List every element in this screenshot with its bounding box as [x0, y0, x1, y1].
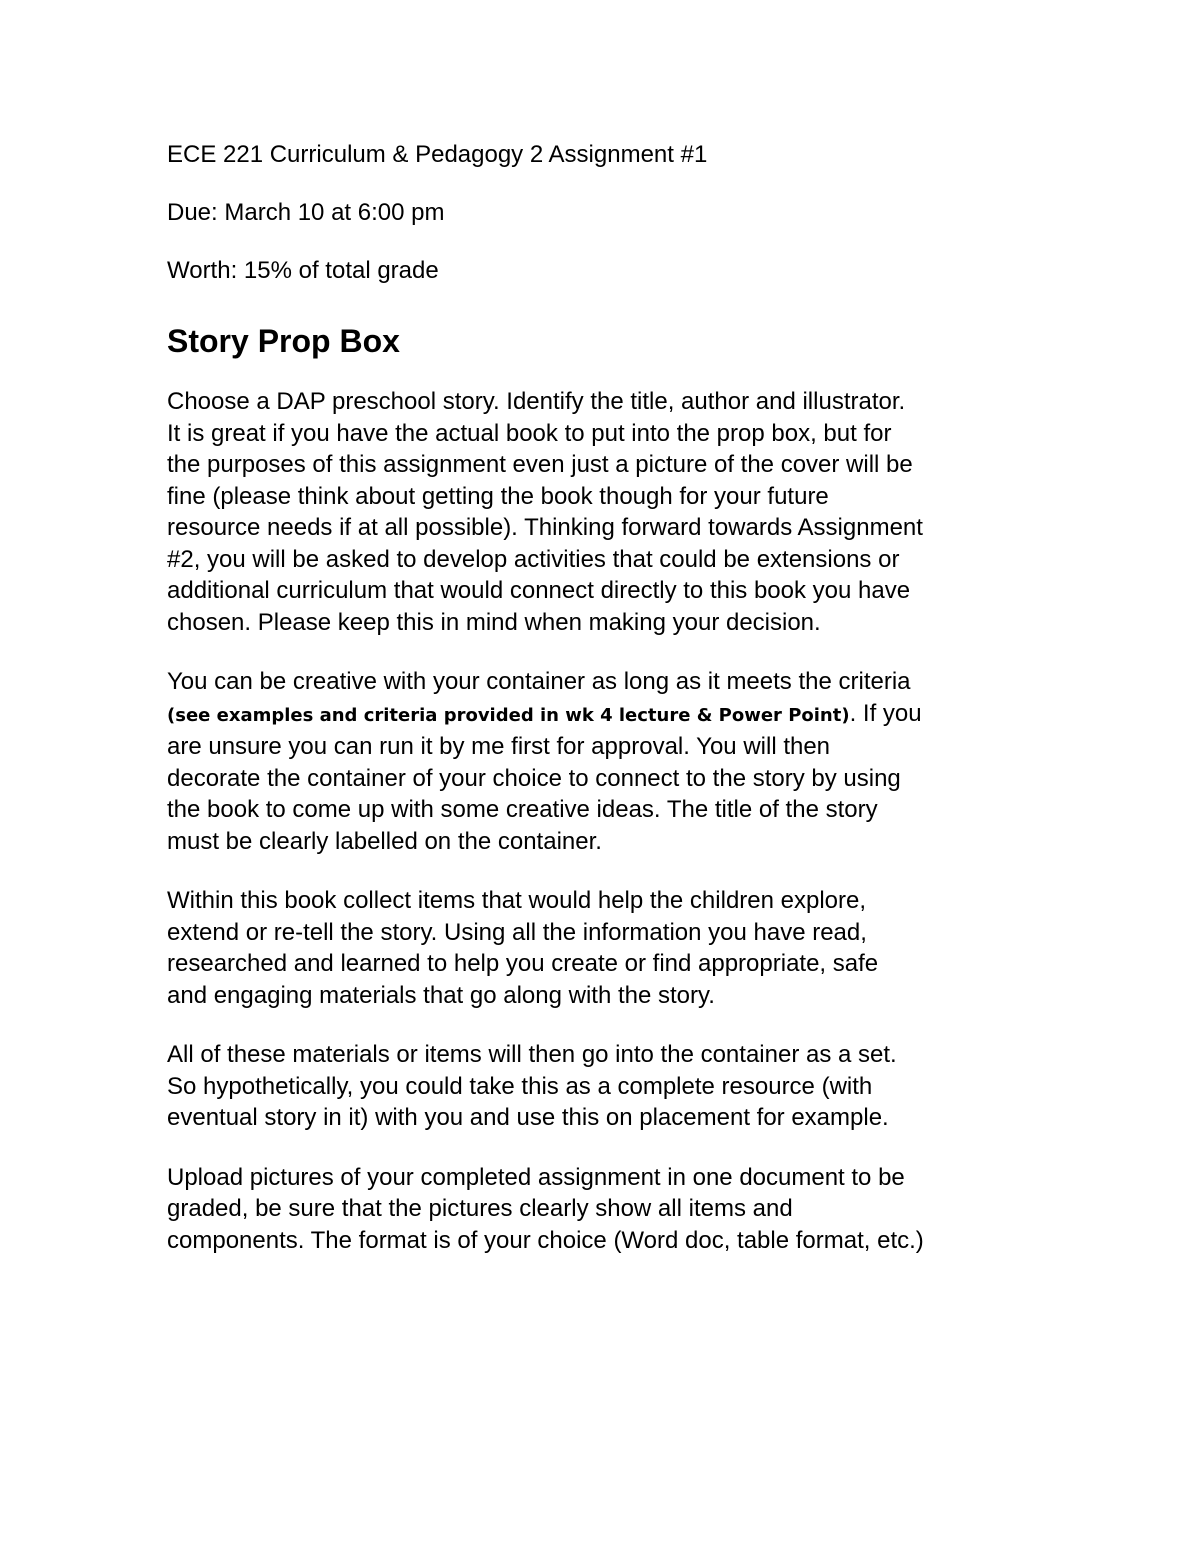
paragraph-line: #2, you will be asked to develop activities that could be extensions or	[167, 545, 900, 573]
document-title: Story Prop Box	[167, 323, 400, 359]
paragraph-line: Upload pictures of your completed assignment in one document to be	[167, 1163, 905, 1191]
paragraph-line: decorate the container of your choice to connect to the story by using	[167, 764, 901, 792]
paragraph-upload	[167, 1162, 1047, 1257]
paragraph-materials-set	[167, 1039, 1047, 1134]
paragraph-line: So hypothetically, you could take this as a complete resource (with	[167, 1072, 873, 1100]
paragraph-choose-story	[167, 386, 1047, 638]
paragraph-line: graded, be sure that the pictures clearly show all items and	[167, 1195, 793, 1222]
paragraph-line: resource needs if at all possible). Thinking forward towards Assignment	[167, 514, 923, 541]
paragraph-line: components. The format is of your choice (Word doc, table format, etc.)	[167, 1226, 924, 1254]
paragraph-line: Choose a DAP preschool story. Identify the title, author and illustrator.	[167, 388, 906, 415]
worth-line: Worth: 15% of total grade	[167, 257, 439, 284]
paragraph-line: extend or re-tell the story. Using all the information you have read,	[167, 918, 867, 946]
paragraph-line-mixed	[167, 698, 1047, 732]
paragraph-line: It is great if you have the actual book to put into the prop box, but for	[167, 419, 892, 447]
document-content	[167, 139, 1047, 1256]
paragraph-container	[167, 666, 1047, 857]
paragraph-line: researched and learned to help you create or find appropriate, safe	[167, 950, 879, 977]
paragraph-line: and engaging materials that go along with the story.	[167, 981, 715, 1009]
paragraph-line: chosen. Please keep this in mind when making your decision.	[167, 608, 821, 636]
due-line: Due: March 10 at 6:00 pm	[167, 199, 445, 226]
paragraph-line: Within this book collect items that would help the children explore,	[167, 887, 867, 914]
paragraph-line: eventual story in it) with you and use this on placement for example.	[167, 1104, 889, 1131]
paragraph-line: are unsure you can run it by me first for approval. You will then	[167, 733, 831, 760]
paragraph-line: the book to come up with some creative ideas. The title of the story	[167, 796, 878, 823]
course-line: ECE 221 Curriculum & Pedagogy 2 Assignment #1	[167, 141, 708, 168]
paragraph-line: All of these materials or items will then go into the container as a set.	[167, 1041, 897, 1068]
paragraph-line-tail: . If you	[849, 699, 922, 727]
paragraph-line: must be clearly labelled on the container.	[167, 827, 602, 855]
paragraph-collect-items	[167, 885, 1047, 1011]
paragraph-line: additional curriculum that would connect directly to this book you have	[167, 577, 911, 604]
paragraph-line: the purposes of this assignment even just a picture of the cover will be	[167, 451, 913, 478]
criteria-reference-note: (see examples and criteria provided in wk 4 lecture & Power Point)	[167, 704, 850, 726]
paragraph-line: You can be creative with your container as long as it meets the criteria	[167, 668, 911, 695]
paragraph-line: fine (please think about getting the book though for your future	[167, 482, 829, 510]
